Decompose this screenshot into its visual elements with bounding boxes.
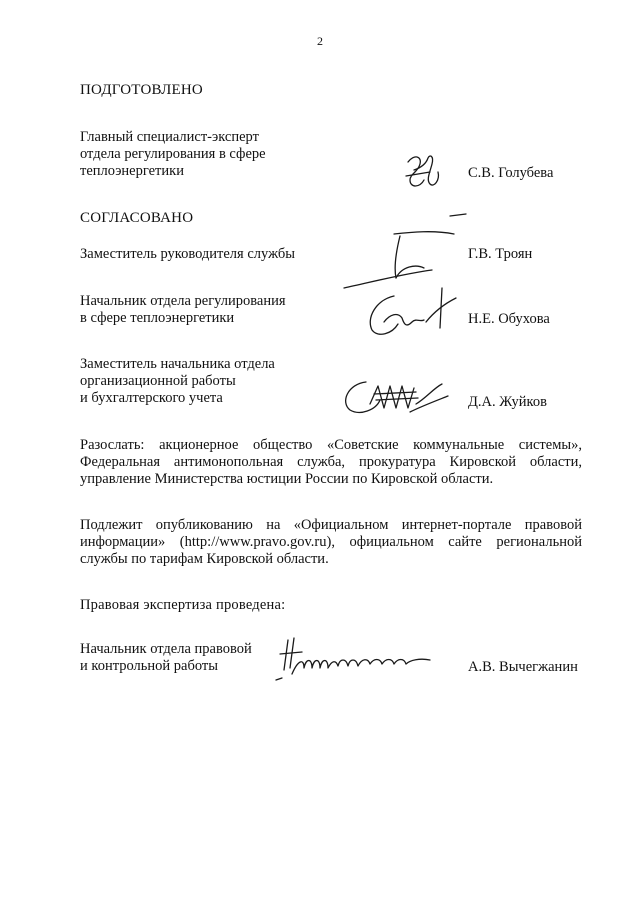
agreed-position-line: и бухгалтерского учета <box>80 390 223 406</box>
agreed-position-line: Заместитель руководителя службы <box>80 246 296 262</box>
signature-troyan <box>342 212 472 292</box>
signature-vychegzhanin <box>270 630 450 690</box>
agreed-position-2 <box>80 293 330 327</box>
agreed-position-line: Начальник отдела регулирования <box>80 293 286 309</box>
agreed-position-line: в сфере теплоэнергетики <box>80 310 235 326</box>
legal-review-position-line: Начальник отдела правовой <box>80 641 252 657</box>
agreed-name-3: Д.А. Жуйков <box>468 394 547 410</box>
legal-review-position-line: и контрольной работы <box>80 658 218 674</box>
agreed-name-1: Г.В. Троян <box>468 246 533 262</box>
distribution-text: Разослать: акционерное общество «Советские коммунальные системы», Федеральная антимонопольная служба, прокуратура Кировской области, управление Министерства юстиции России по Кировской области. <box>80 437 582 487</box>
prepared-position <box>80 129 330 180</box>
signature-zhuikov <box>340 374 460 424</box>
agreed-position-line: организационной работы <box>80 373 236 389</box>
prepared-position-line: теплоэнергетики <box>80 163 184 179</box>
agreed-position-3 <box>80 356 330 407</box>
publication-text: Подлежит опубликованию на «Официальном интернет-портале правовой информации» (http://www.pravo.gov.ru), официальном сайте региональной службы по тарифам Кировской области. <box>80 517 582 567</box>
signature-obukhova <box>364 282 464 342</box>
signature-golubeva <box>400 150 450 195</box>
prepared-name: С.В. Голубева <box>468 165 554 181</box>
agreed-position-line: Заместитель начальника отдела <box>80 356 275 372</box>
page-number: 2 <box>317 34 323 48</box>
agreed-name-2: Н.Е. Обухова <box>468 311 550 327</box>
prepared-position-line: Главный специалист-эксперт <box>80 129 259 145</box>
prepared-position-line: отдела регулирования в сфере <box>80 146 266 162</box>
legal-review-name: А.В. Вычегжанин <box>468 659 578 675</box>
agreed-position-1 <box>80 246 330 263</box>
legal-review-heading: Правовая экспертиза проведена: <box>80 597 286 613</box>
agreed-heading: СОГЛАСОВАНО <box>80 210 194 226</box>
prepared-heading: ПОДГОТОВЛЕНО <box>80 82 203 98</box>
